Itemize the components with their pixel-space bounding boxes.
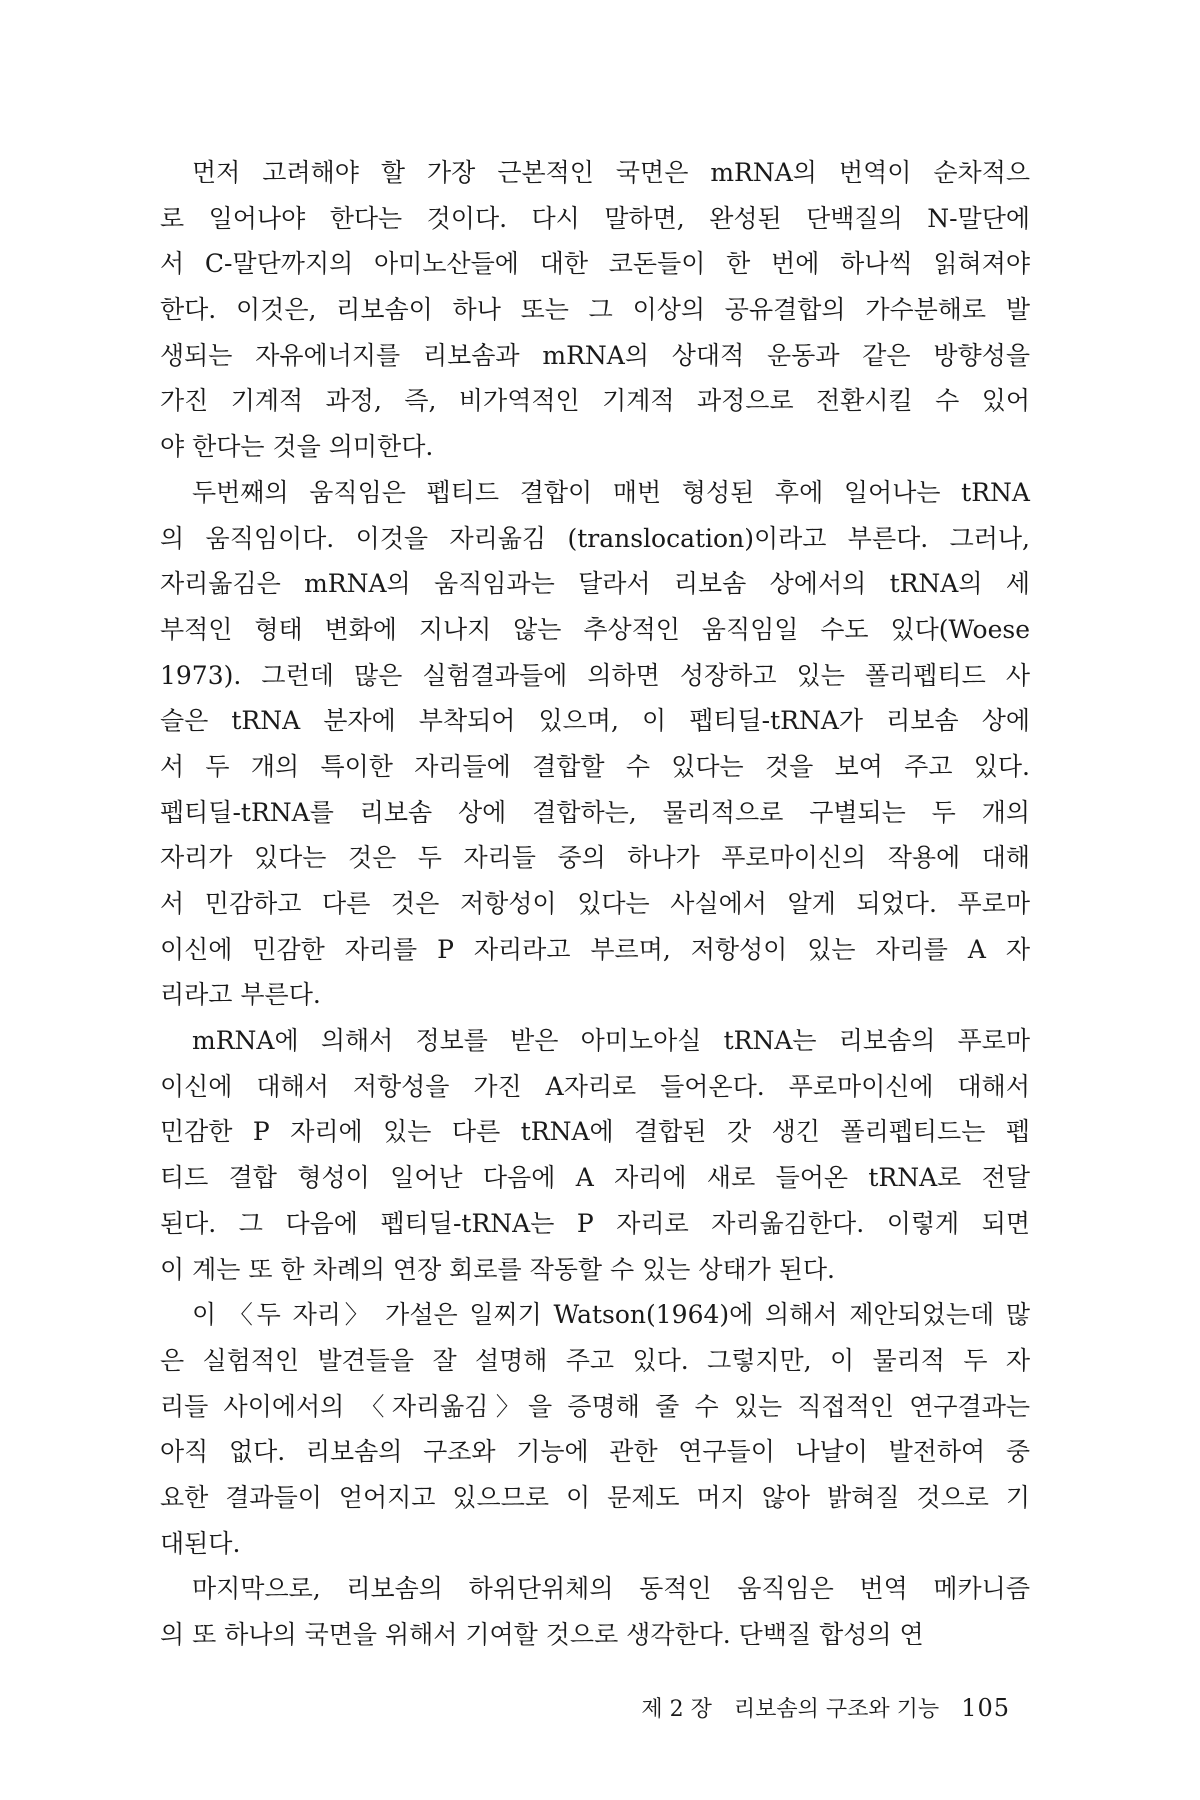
text-line: 한다. 이것은, 리보솜이 하나 또는 그 이상의 공유결합의 가수분해로 발 <box>160 295 1030 325</box>
text-line: 이 계는 또 한 차례의 연장 회로를 작동할 수 있는 상태가 된다. <box>160 1254 835 1284</box>
text-line: 펩티딜-tRNA를 리보솜 상에 결합하는, 물리적으로 구별되는 두 개의 <box>160 797 1030 827</box>
text-line: 야 한다는 것을 의미한다. <box>160 432 434 462</box>
text-line: 티드 결합 형성이 일어난 다음에 A 자리에 새로 들어온 tRNA로 전달 <box>160 1163 1030 1193</box>
footer-title: 리보솜의 구조와 기능 <box>733 1697 940 1722</box>
text-line: 이 〈두 자리〉 가설은 일찌기 Watson(1964)에 의해서 제안되었는데 많 <box>192 1300 1030 1330</box>
text-line: 요한 결과들이 얻어지고 있으므로 이 문제도 머지 않아 밝혀질 것으로 기 <box>160 1482 1030 1512</box>
text-line: 아직 없다. 리보솜의 구조와 기능에 관한 연구들이 나날이 발전하여 중 <box>160 1437 1030 1467</box>
text-line: mRNA에 의해서 정보를 받은 아미노아실 tRNA는 리보솜의 푸로마 <box>192 1026 1030 1056</box>
text-line: 의 움직임이다. 이것을 자리옮김 (translocation)이라고 부른다. 그러나, <box>160 523 1030 553</box>
paragraph <box>160 150 1030 470</box>
text-line: 부적인 형태 변화에 지나지 않는 추상적인 움직임일 수도 있다(Woese <box>160 614 1030 644</box>
text-line: 마지막으로, 리보솜의 하위단위체의 동적인 움직임은 번역 메카니즘 <box>192 1574 1030 1604</box>
text-line: 1973). 그런데 많은 실험결과들에 의하면 성장하고 있는 폴리펩티드 사 <box>160 660 1030 690</box>
text-line: 자리가 있다는 것은 두 자리들 중의 하나가 푸로마이신의 작용에 대해 <box>160 843 1030 873</box>
paragraph <box>160 1018 1030 1292</box>
page-number: 105 <box>961 1694 1010 1722</box>
text-line: 은 실험적인 발견들을 잘 설명해 주고 있다. 그렇지만, 이 물리적 두 자 <box>160 1345 1030 1375</box>
paragraph <box>160 1566 1030 1657</box>
footer-chapter: 제 2 장 <box>641 1697 712 1722</box>
text-line: 민감한 P 자리에 있는 다른 tRNA에 결합된 갓 생긴 폴리펩티드는 펩 <box>160 1117 1030 1147</box>
text-line: 가진 기계적 과정, 즉, 비가역적인 기계적 과정으로 전환시킬 수 있어 <box>160 386 1030 416</box>
text-line: 슬은 tRNA 분자에 부착되어 있으며, 이 펩티딜-tRNA가 리보솜 상에 <box>160 706 1030 736</box>
text-line: 자리옮김은 mRNA의 움직임과는 달라서 리보솜 상에서의 tRNA의 세 <box>160 569 1030 599</box>
text-line: 서 민감하고 다른 것은 저항성이 있다는 사실에서 알게 되었다. 푸로마 <box>160 889 1030 918</box>
text-line: 리들 사이에서의 〈자리옮김〉을 증명해 줄 수 있는 직접적인 연구결과는 <box>160 1391 1030 1421</box>
paragraph <box>160 1292 1030 1566</box>
text-line: 이신에 민감한 자리를 P 자리라고 부르며, 저항성이 있는 자리를 A 자 <box>160 934 1030 964</box>
page-body <box>160 150 1030 1658</box>
running-footer <box>160 1692 1030 1723</box>
paragraph <box>160 470 1030 1018</box>
text-line: 된다. 그 다음에 펩티딜-tRNA는 P 자리로 자리옮김한다. 이렇게 되면 <box>160 1208 1030 1238</box>
text-line: 리라고 부른다. <box>160 980 321 1010</box>
text-line: 이신에 대해서 저항성을 가진 A자리로 들어온다. 푸로마이신에 대해서 <box>160 1071 1030 1101</box>
text-line: 대된다. <box>160 1528 241 1558</box>
text-line: 먼저 고려해야 할 가장 근본적인 국면은 mRNA의 번역이 순차적으 <box>192 158 1030 187</box>
text-line: 서 C-말단까지의 아미노산들에 대한 코돈들이 한 번에 하나씩 읽혀져야 <box>160 249 1030 279</box>
text-line: 의 또 하나의 국면을 위해서 기여할 것으로 생각한다. 단백질 합성의 연 <box>160 1620 924 1649</box>
text-line: 로 일어나야 한다는 것이다. 다시 말하면, 완성된 단백질의 N-말단에 <box>160 203 1030 233</box>
text-line: 서 두 개의 특이한 자리들에 결합할 수 있다는 것을 보여 주고 있다. <box>160 751 1030 781</box>
text-line: 생되는 자유에너지를 리보솜과 mRNA의 상대적 운동과 같은 방향성을 <box>160 340 1030 370</box>
text-line: 두번째의 움직임은 펩티드 결합이 매번 형성된 후에 일어나는 tRNA <box>192 477 1030 507</box>
